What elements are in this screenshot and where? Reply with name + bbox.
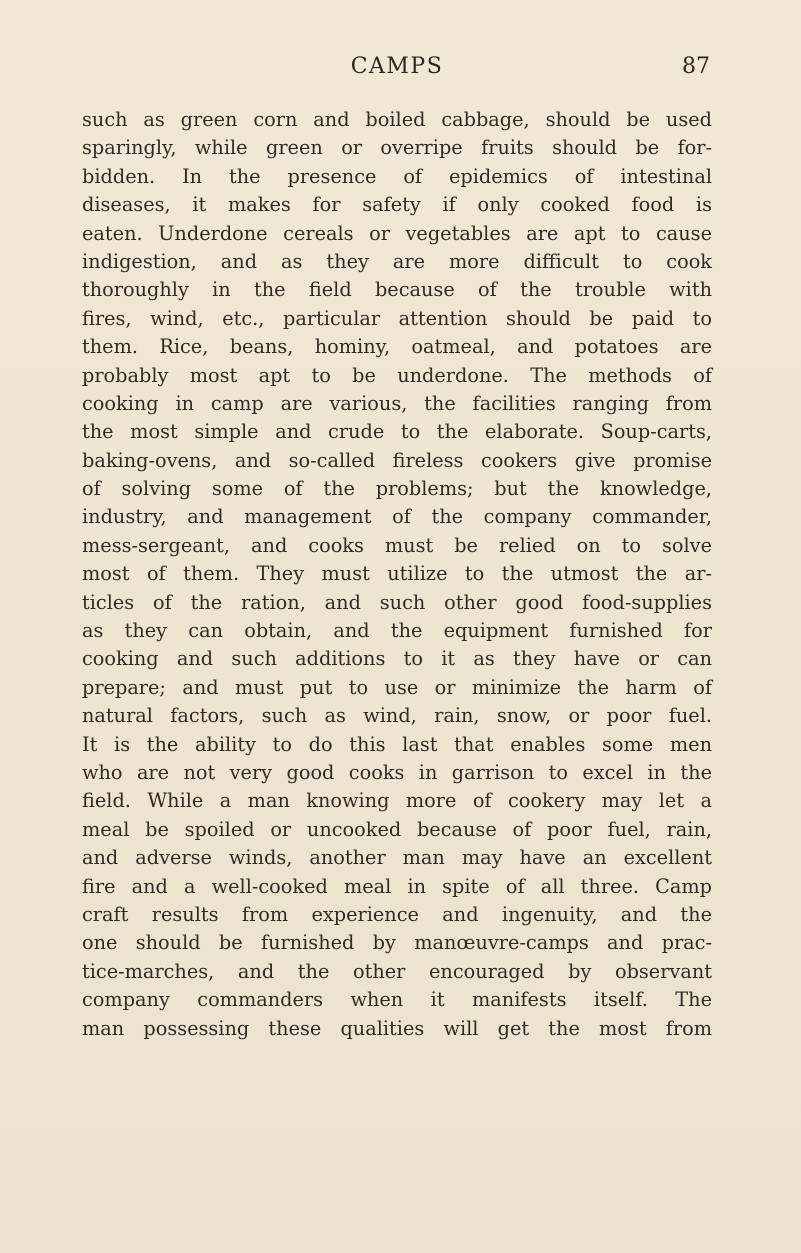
- text-line: prepare; and must put to use or minimize the harm of: [82, 675, 712, 699]
- text-line: sparingly, while green or overripe fruits should be for-: [82, 136, 712, 160]
- text-line: It is the ability to do this last that enables some men: [82, 732, 712, 756]
- text-line: cooking in camp are various, the facilities ranging from: [82, 391, 712, 415]
- page-header: [84, 54, 710, 88]
- text-line: fire and a well-cooked meal in spite of all three. Camp: [82, 874, 712, 898]
- text-line: them. Rice, beans, hominy, oatmeal, and potatoes are: [82, 335, 712, 359]
- body-paragraph: [82, 106, 712, 1043]
- text-line: bidden. In the presence of epidemics of intestinal: [82, 164, 712, 188]
- text-line: as they can obtain, and the equipment furnished for: [82, 619, 712, 643]
- text-line: indigestion, and as they are more difficult to cook: [82, 249, 712, 273]
- text-line: field. While a man knowing more of cookery may let a: [82, 789, 712, 813]
- text-line: who are not very good cooks in garrison to excel in the: [82, 760, 712, 784]
- text-line: such as green corn and boiled cabbage, should be used: [82, 108, 712, 131]
- text-line: most of them. They must utilize to the utmost the ar-: [82, 562, 712, 586]
- text-line: cooking and such additions to it as they have or can: [82, 647, 712, 671]
- text-line: probably most apt to be underdone. The methods of: [82, 363, 712, 387]
- text-line: fires, wind, etc., particular attention should be paid to: [82, 306, 712, 330]
- text-line: baking-ovens, and so-called fireless cookers give promise: [82, 448, 712, 472]
- text-line: of solving some of the problems; but the knowledge,: [82, 477, 712, 501]
- text-line: one should be furnished by manœuvre-camps and prac-: [82, 931, 712, 955]
- text-line: industry, and management of the company commander,: [82, 505, 712, 529]
- running-head: CAMPS: [350, 54, 444, 79]
- text-line: natural factors, such as wind, rain, snow, or poor fuel.: [82, 704, 712, 728]
- text-line: craft results from experience and ingenuity, and the: [82, 902, 712, 926]
- text-line: ticles of the ration, and such other good food-supplies: [82, 590, 712, 614]
- text-line: the most simple and crude to the elaborate. Soup-carts,: [82, 420, 712, 444]
- text-line: diseases, it makes for safety if only cooked food is: [82, 193, 712, 217]
- text-line: company commanders when it manifests itself. The: [82, 988, 712, 1012]
- text-line: mess-sergeant, and cooks must be relied on to solve: [82, 533, 712, 557]
- text-line: tice-marches, and the other encouraged by observant: [82, 959, 712, 983]
- text-line: thoroughly in the field because of the trouble with: [82, 278, 712, 302]
- text-line: man possessing these qualities will get the most from: [82, 1016, 712, 1040]
- text-line: meal be spoiled or uncooked because of poor fuel, rain,: [82, 817, 712, 841]
- text-line: eaten. Underdone cereals or vegetables are apt to cause: [82, 221, 712, 245]
- page-number: 87: [682, 54, 710, 79]
- text-line: and adverse winds, another man may have an excellent: [82, 846, 712, 870]
